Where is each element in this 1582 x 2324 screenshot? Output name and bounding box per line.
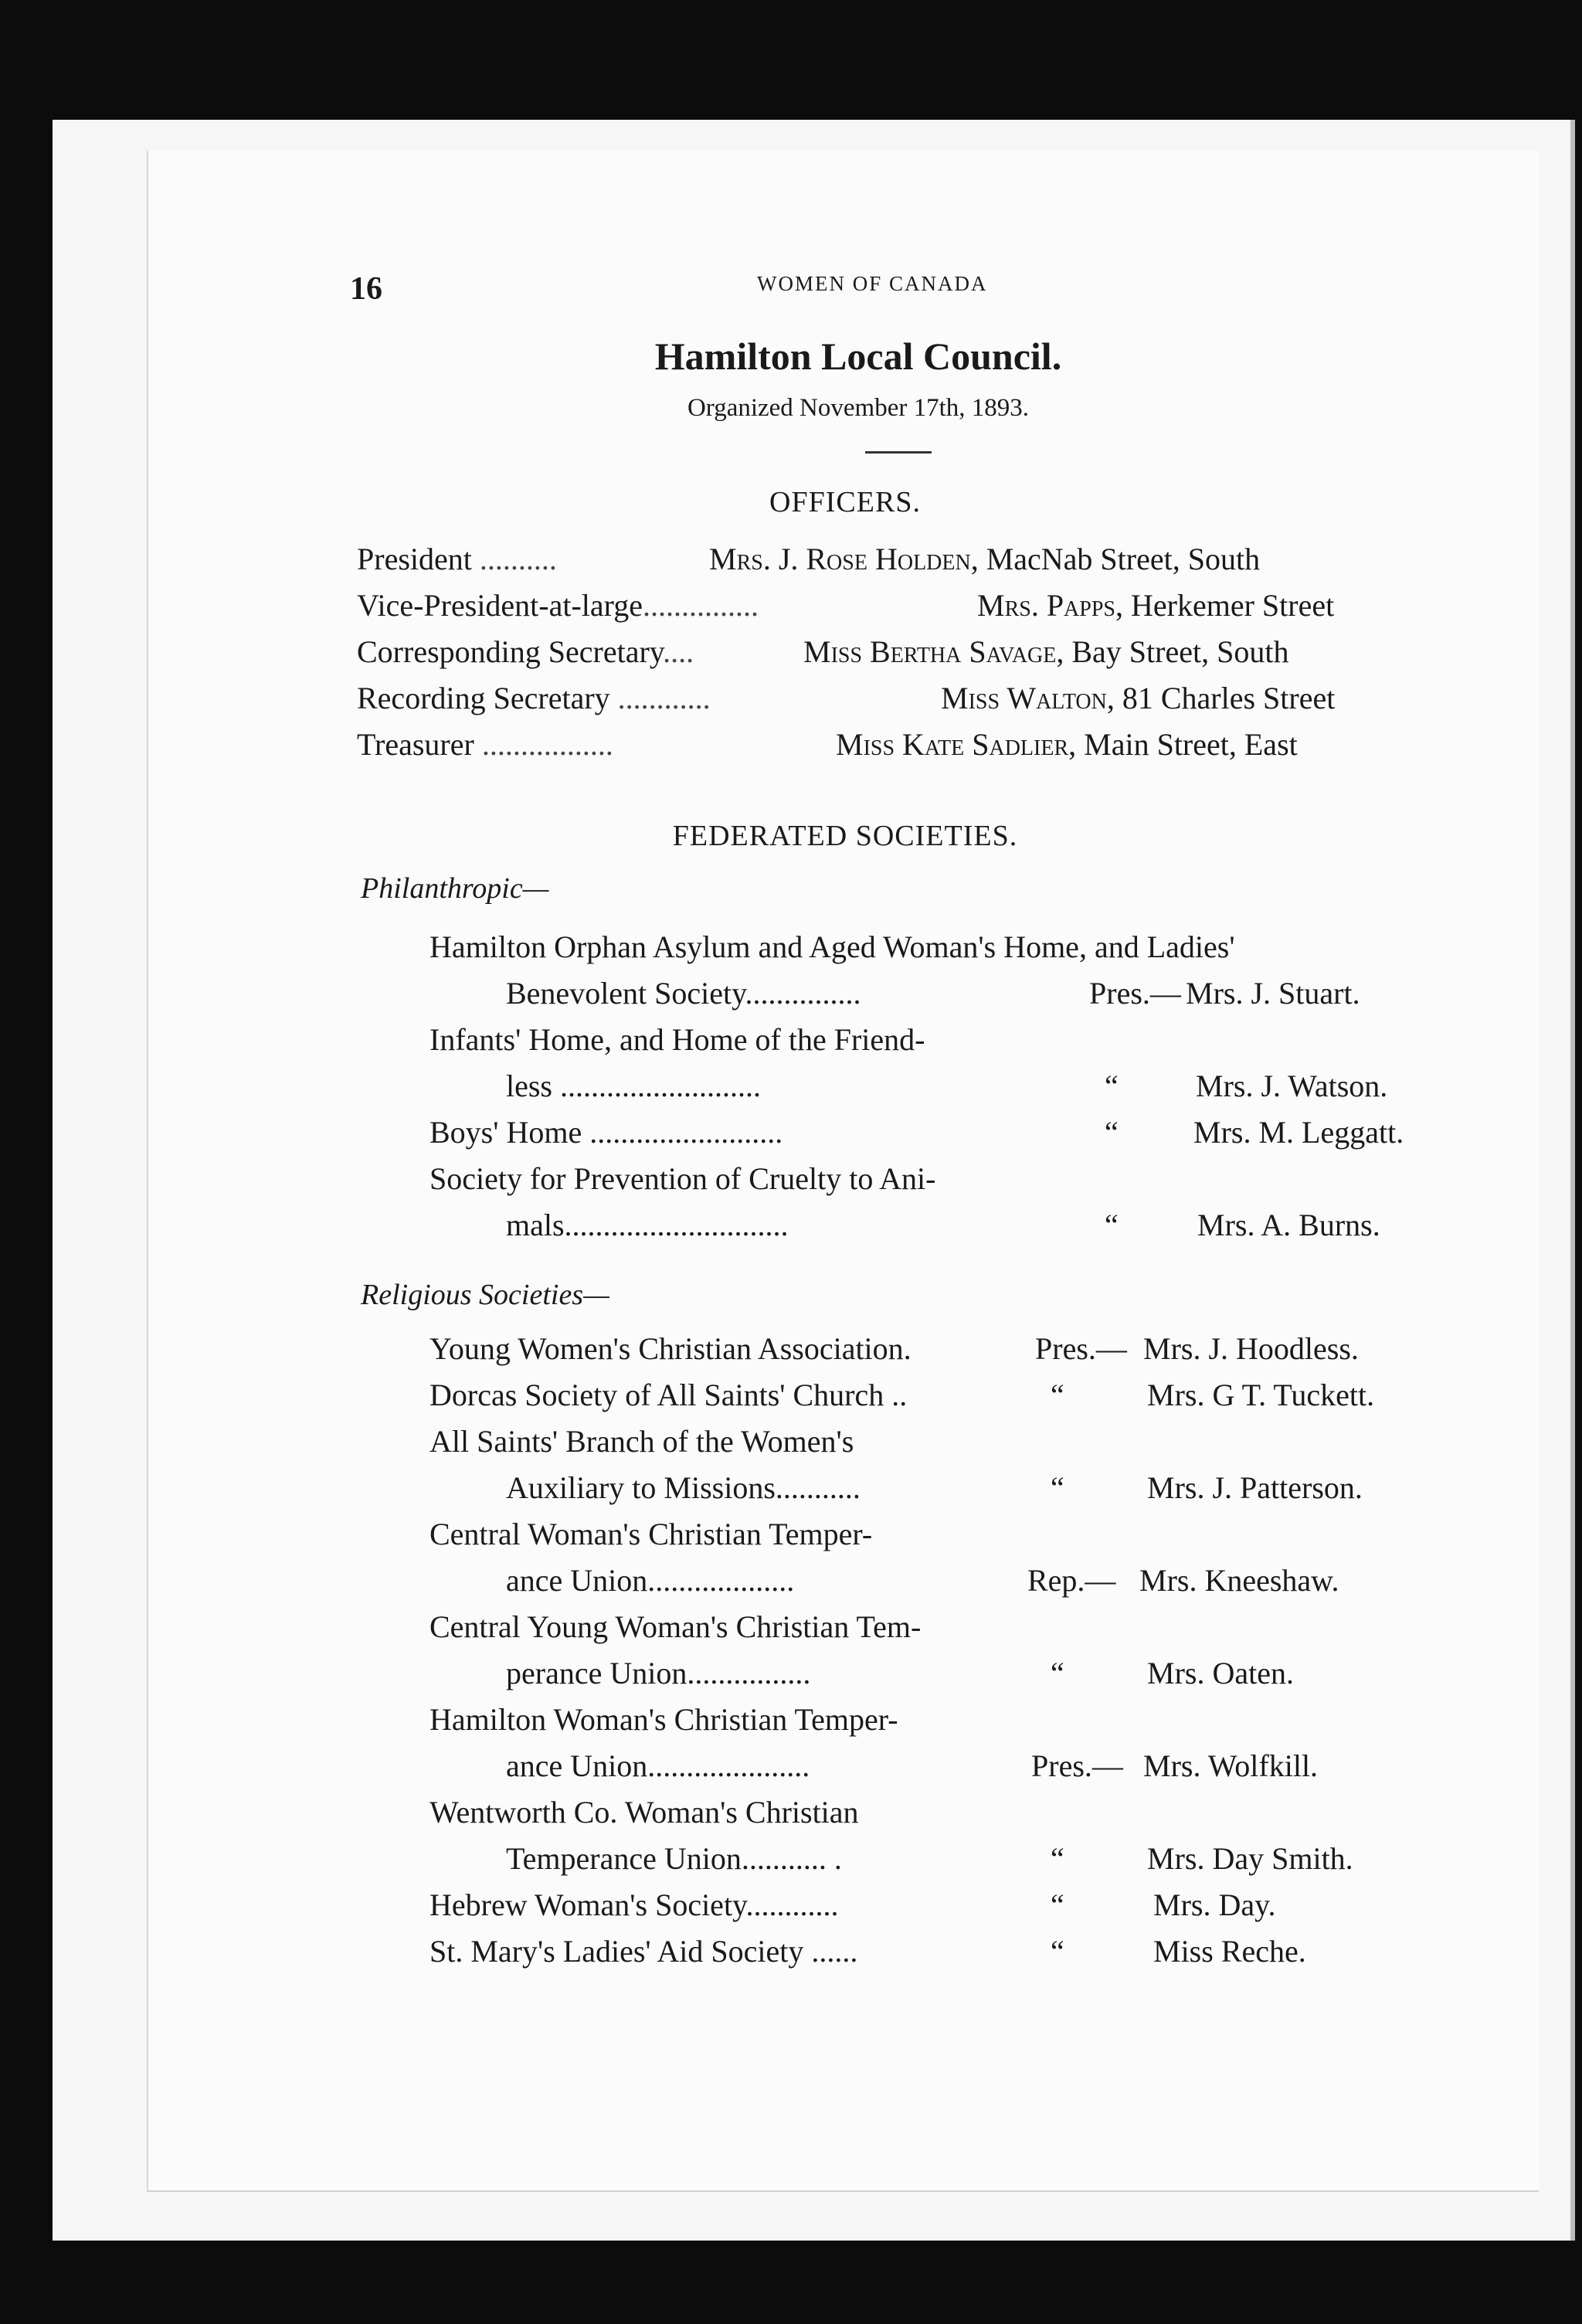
officer-name: Miss Walton,: [941, 681, 1115, 715]
officer-holder: [803, 634, 1288, 670]
officer-address: Herkemer Street: [1131, 588, 1335, 623]
leader-dots: ............: [609, 681, 711, 715]
society-president: Mrs. J. Patterson.: [1147, 1470, 1363, 1505]
society-attr: “: [1051, 1378, 1064, 1412]
society-line1: Central Young Woman's Christian Tem-: [429, 1609, 922, 1644]
leader-dots: ....: [663, 634, 694, 669]
officer-row: [357, 726, 613, 763]
officer-holder: [977, 587, 1334, 623]
society-president: Mrs. J. Hoodless.: [1143, 1331, 1359, 1366]
officer-name: Mrs. J. Rose Holden,: [709, 542, 979, 576]
society-president: Mrs. Day Smith.: [1147, 1841, 1353, 1876]
officer-holder: [709, 541, 1260, 577]
leader-dots: ...............: [643, 588, 759, 623]
society-president: Mrs. J. Watson.: [1196, 1069, 1388, 1103]
society-line2: Boys' Home .........................: [429, 1115, 783, 1150]
officer-holder: [941, 680, 1335, 716]
society-president: Mrs. G T. Tuckett.: [1147, 1378, 1375, 1412]
society-president: Mrs. Kneeshaw.: [1139, 1563, 1339, 1598]
officer-address: 81 Charles Street: [1122, 681, 1336, 715]
society-line1: Society for Prevention of Cruelty to Ani-: [429, 1161, 936, 1196]
society-line2: perance Union................: [506, 1656, 811, 1690]
society-line2: mals.............................: [506, 1208, 789, 1242]
officer-label: Vice-President-at-large: [357, 588, 643, 623]
society-line2: Young Women's Christian Association.: [429, 1331, 912, 1366]
officer-address: Bay Street, South: [1071, 634, 1289, 669]
society-president: Mrs. Wolfkill.: [1143, 1748, 1319, 1783]
society-line2: St. Mary's Ladies' Aid Society ......: [429, 1934, 858, 1969]
society-line2: Benevolent Society...............: [506, 976, 861, 1011]
federated-heading: FEDERATED SOCIETIES.: [672, 820, 1018, 852]
officer-name: Miss Kate Sadlier,: [836, 727, 1077, 762]
page-subtitle: Organized November 17th, 1893.: [687, 394, 1030, 422]
society-attr: “: [1051, 1841, 1064, 1876]
title-divider: [865, 451, 932, 454]
society-line1: Hamilton Woman's Christian Temper-: [429, 1702, 898, 1737]
officer-row: [357, 680, 711, 716]
society-line2: ance Union...................: [506, 1563, 795, 1598]
society-line1: Infants' Home, and Home of the Friend-: [429, 1022, 925, 1057]
society-attr: Pres.—: [1035, 1331, 1127, 1366]
society-attr: “: [1051, 1887, 1064, 1922]
officer-name: Miss Bertha Savage,: [803, 634, 1064, 669]
officer-address: Main Street, East: [1084, 727, 1298, 762]
society-attr: Rep.—: [1027, 1563, 1116, 1598]
philanthropic-label: Philanthropic—: [361, 872, 549, 905]
page-number: 16: [350, 271, 382, 307]
society-line1: Central Woman's Christian Temper-: [429, 1517, 873, 1551]
officer-label: Recording Secretary: [357, 681, 610, 715]
officer-label: Corresponding Secretary: [357, 634, 664, 669]
society-president: Miss Reche.: [1153, 1934, 1306, 1969]
society-president: Mrs. M. Leggatt.: [1193, 1115, 1404, 1150]
society-attr: “: [1105, 1069, 1119, 1103]
religious-label: Religious Societies—: [361, 1279, 609, 1311]
society-line2: ance Union.....................: [506, 1748, 810, 1783]
society-attr: “: [1105, 1115, 1119, 1150]
society-line1: All Saints' Branch of the Women's: [429, 1424, 854, 1459]
society-president: Mrs. Oaten.: [1147, 1656, 1294, 1690]
society-line2: Dorcas Society of All Saints' Church ..: [429, 1378, 908, 1412]
society-line2: less ..........................: [506, 1069, 761, 1103]
society-president: Mrs. J. Stuart.: [1186, 976, 1360, 1011]
society-line1: Wentworth Co. Woman's Christian: [429, 1795, 859, 1830]
society-attr: “: [1051, 1934, 1064, 1969]
officer-row: [357, 587, 759, 623]
officer-address: MacNab Street, South: [986, 542, 1261, 576]
society-line2: Auxiliary to Missions...........: [506, 1470, 861, 1505]
society-attr: Pres.—: [1089, 976, 1181, 1011]
leader-dots: .................: [474, 727, 613, 762]
leader-dots: ..........: [471, 542, 557, 576]
running-head: WOMEN OF CANADA: [757, 272, 988, 295]
society-line1: Hamilton Orphan Asylum and Aged Woman's Home, and Ladies': [429, 929, 1235, 964]
society-president: Mrs. A. Burns.: [1197, 1208, 1380, 1242]
officer-label: President: [357, 542, 472, 576]
officer-row: [357, 541, 557, 577]
officer-name: Mrs. Papps,: [977, 588, 1123, 623]
society-attr: Pres.—: [1031, 1748, 1123, 1783]
society-attr: “: [1051, 1656, 1064, 1690]
society-line2: Temperance Union........... .: [506, 1841, 842, 1876]
officers-heading: OFFICERS.: [769, 486, 921, 518]
society-attr: “: [1105, 1208, 1119, 1242]
officer-holder: [836, 726, 1298, 763]
officer-label: Treasurer: [357, 727, 474, 762]
society-attr: “: [1051, 1470, 1064, 1505]
page-title: Hamilton Local Council.: [654, 335, 1062, 378]
society-president: Mrs. Day.: [1153, 1887, 1276, 1922]
officer-row: [357, 634, 694, 670]
society-line2: Hebrew Woman's Society............: [429, 1887, 839, 1922]
